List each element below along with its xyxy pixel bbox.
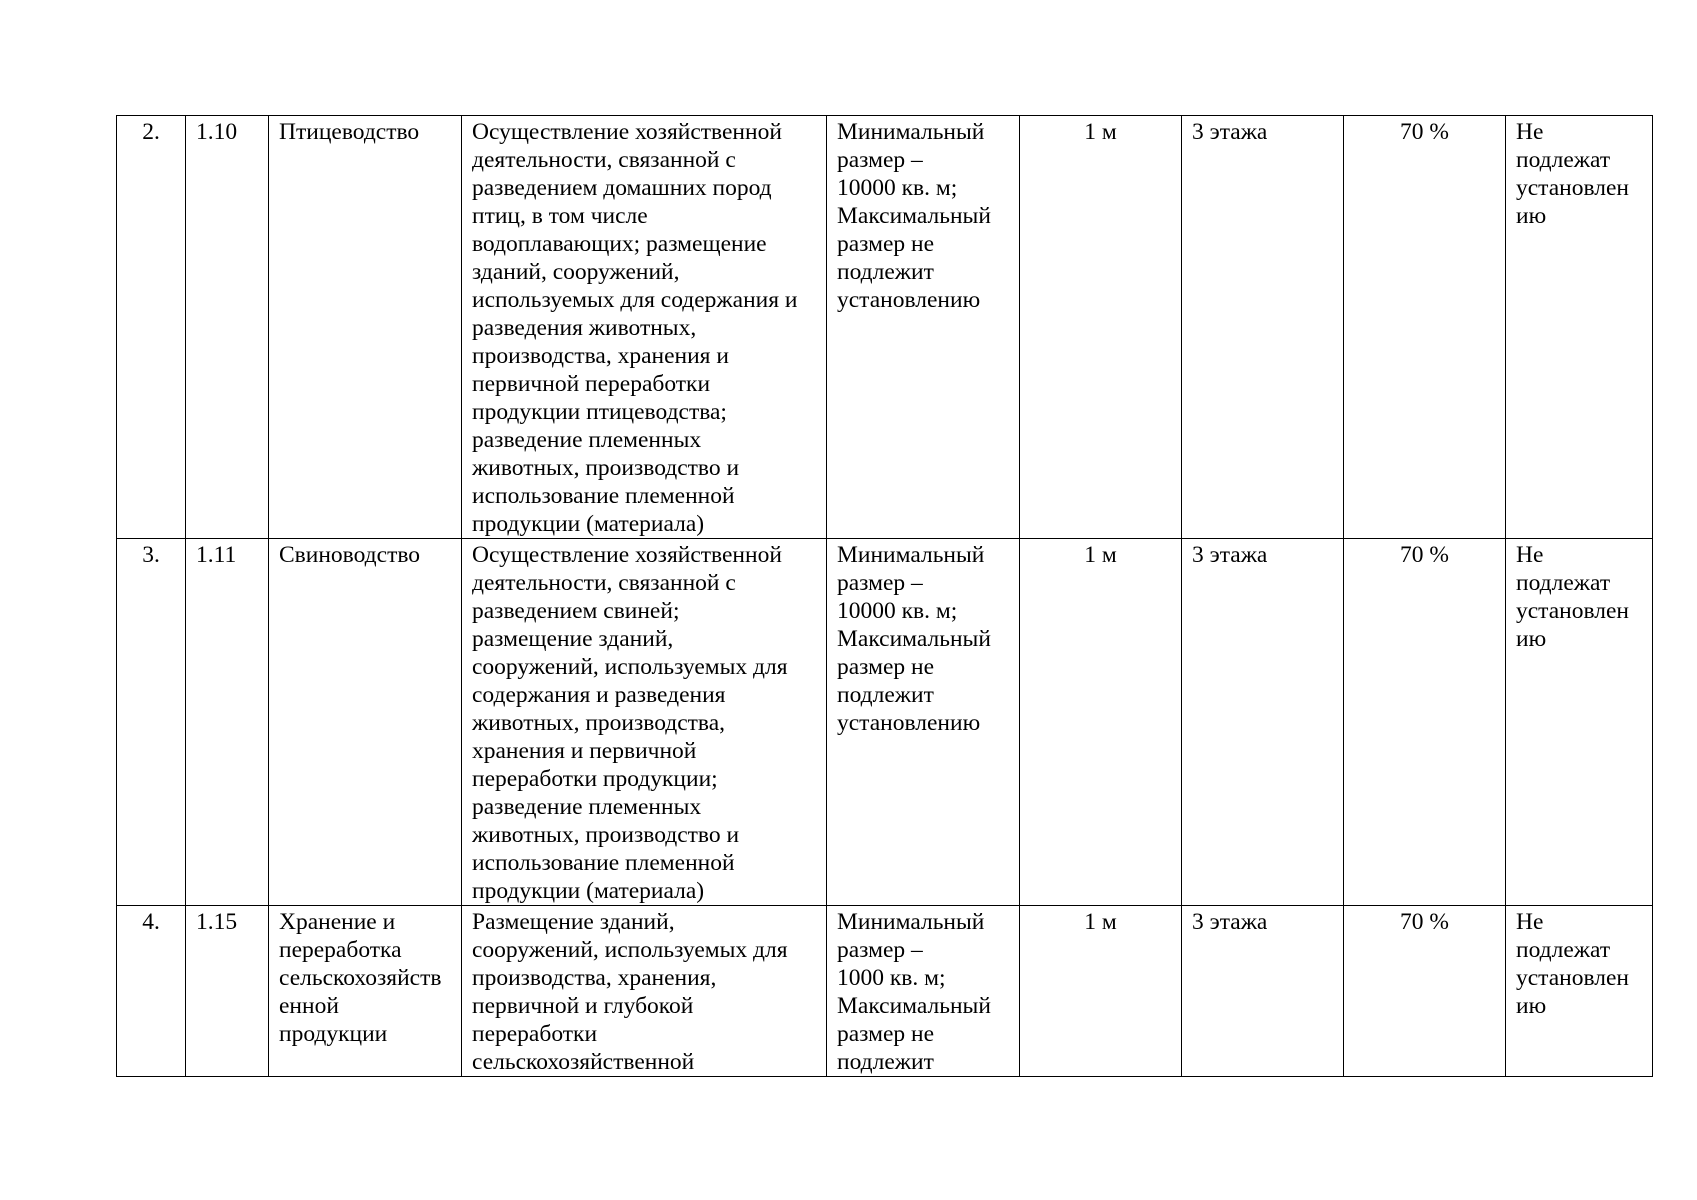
setback-cell: 1 м — [1020, 539, 1182, 906]
max-floors-cell: 3 этажа — [1182, 539, 1344, 906]
coverage-percent-cell: 70 % — [1344, 906, 1506, 1077]
use-description-cell: Осуществление хозяйственной деятельности, связанной с разведением домашних пород птиц, в том числе водоплавающих; размещение зданий, сооружений, используемых для содержания и разведения животных, производства, хранения и первичной переработки продукции птицеводства; разведение племенных животных, производство и использование племенной продукции (материала) — [462, 116, 827, 539]
table-row — [117, 906, 1653, 1077]
classifier-code-cell: 1.15 — [186, 906, 269, 1077]
setback-cell: 1 м — [1020, 116, 1182, 539]
coverage-percent-cell: 70 % — [1344, 116, 1506, 539]
table-row — [117, 116, 1653, 539]
use-description-cell: Осуществление хозяйственной деятельности, связанной с разведением свиней; размещение зданий, сооружений, используемых для содержания и разведения животных, производства, хранения и первичной переработки продукции; разведение племенных животных, производство и использование племенной продукции (материала) — [462, 539, 827, 906]
row-number-cell: 3. — [117, 539, 186, 906]
max-floors-cell: 3 этажа — [1182, 116, 1344, 539]
row-number-cell: 2. — [117, 116, 186, 539]
other-limits-cell: Не подлежат установлен ию — [1506, 116, 1653, 539]
coverage-percent-cell: 70 % — [1344, 539, 1506, 906]
plot-size-cell: Минимальный размер – 10000 кв. м; Максимальный размер не подлежит установлению — [827, 116, 1020, 539]
use-name-cell: Птицеводство — [269, 116, 462, 539]
row-number-cell: 4. — [117, 906, 186, 1077]
use-name-cell: Хранение и переработка сельскохозяйств енной продукции — [269, 906, 462, 1077]
max-floors-cell: 3 этажа — [1182, 906, 1344, 1077]
plot-size-cell: Минимальный размер – 10000 кв. м; Максимальный размер не подлежит установлению — [827, 539, 1020, 906]
setback-cell: 1 м — [1020, 906, 1182, 1077]
other-limits-cell: Не подлежат установлен ию — [1506, 906, 1653, 1077]
other-limits-cell: Не подлежат установлен ию — [1506, 539, 1653, 906]
use-description-cell: Размещение зданий, сооружений, используемых для производства, хранения, первичной и глубокой переработки сельскохозяйственной — [462, 906, 827, 1077]
use-name-cell: Свиноводство — [269, 539, 462, 906]
table-row — [117, 539, 1653, 906]
classifier-code-cell: 1.11 — [186, 539, 269, 906]
plot-size-cell: Минимальный размер – 1000 кв. м; Максимальный размер не подлежит — [827, 906, 1020, 1077]
zoning-regulations-table — [116, 115, 1653, 1077]
classifier-code-cell: 1.10 — [186, 116, 269, 539]
